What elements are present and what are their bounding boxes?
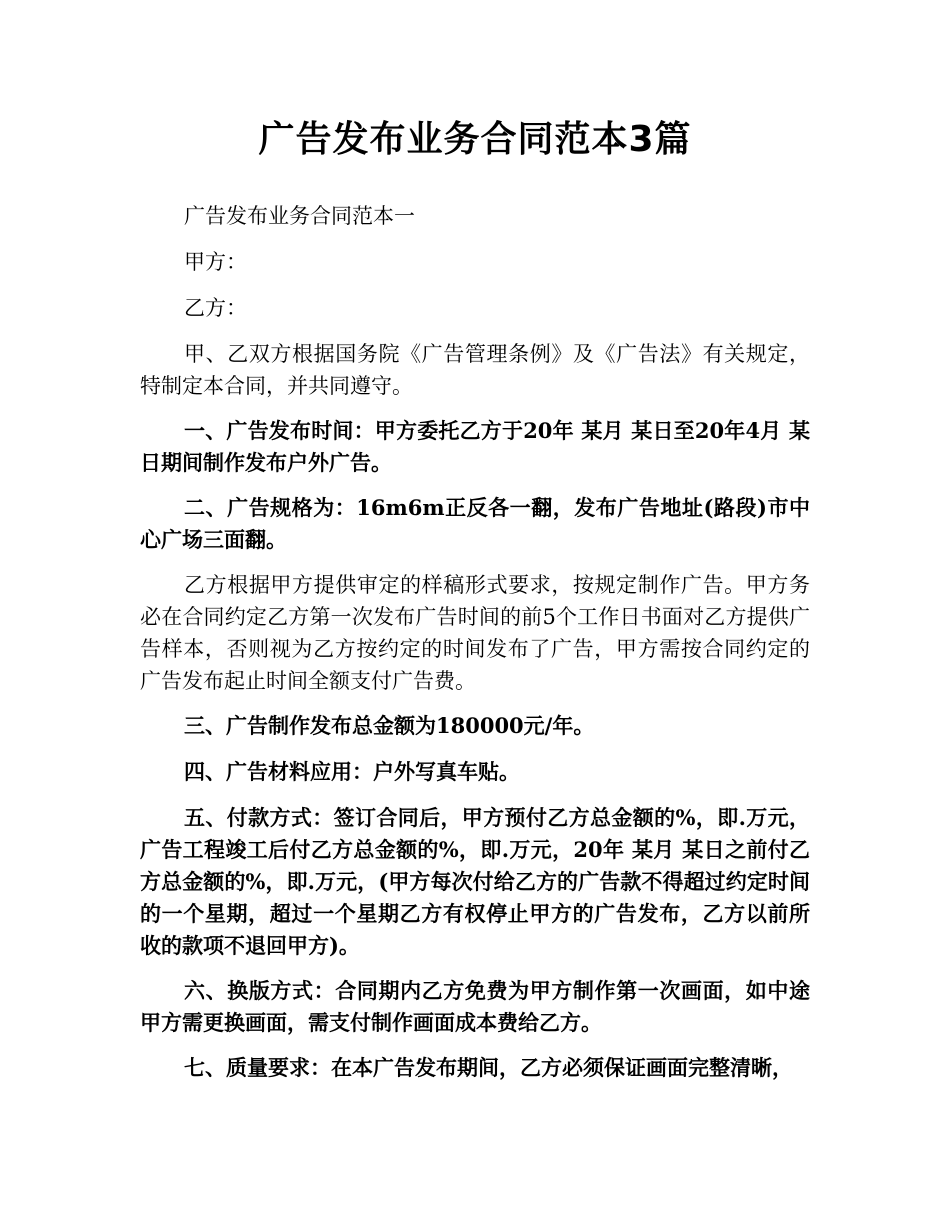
clause-2-ad-spec: 二、广告规格为：16m6m正反各一翻，发布广告地址(路段)市中心广场三面翻。 [140, 495, 810, 552]
clause-4-materials: 四、广告材料应用：户外写真车贴。 [184, 759, 520, 784]
document-title: 广告发布业务合同范本3篇 [258, 119, 692, 160]
clause-5-payment: 五、付款方式：签订合同后，甲方预付乙方总金额的%，即.万元，广告工程竣工后付乙方总金额的%，即.万元，20年 某月 某日之前付乙方总金额的%，即.万元，(甲方每次付给乙方的广告款不得超过约定时间的一个星期，超过一个星期乙方有权停止甲方的广告发布，乙方以前所收的款项不退回甲方)。 [140, 805, 810, 958]
clause-7-quality: 七、质量要求：在本广告发布期间，乙方必须保证画面完整清晰， [184, 1055, 793, 1080]
production-requirements-paragraph: 乙方根据甲方提供审定的样稿形式要求，按规定制作广告。甲方务必在合同约定乙方第一次发布广告时间的前5个工作日书面对乙方提供广告样本，否则视为乙方按约定的时间发布了广告，甲方需按合同约定的广告发布起止时间全额支付广告费。 [140, 573, 810, 693]
document-body [140, 200, 810, 1097]
preamble-paragraph: 甲、乙双方根据国务院《广告管理条例》及《广告法》有关规定，特制定本合同，并共同遵守。 [140, 342, 810, 398]
clause-6-version-change: 六、换版方式：合同期内乙方免费为甲方制作第一次画面，如中途甲方需更换画面，需支付制作画面成本费给乙方。 [140, 978, 810, 1035]
clause-1-publish-time: 一、广告发布时间：甲方委托乙方于20年 某月 某日至20年4月 某日期间制作发布户外广告。 [140, 418, 810, 475]
party-a-line: 甲方： [184, 250, 247, 274]
clause-3-total-amount: 三、广告制作发布总金额为180000元/年。 [184, 713, 595, 738]
party-b-line: 乙方： [184, 296, 247, 320]
contract-subtitle: 广告发布业务合同范本一 [184, 204, 415, 228]
